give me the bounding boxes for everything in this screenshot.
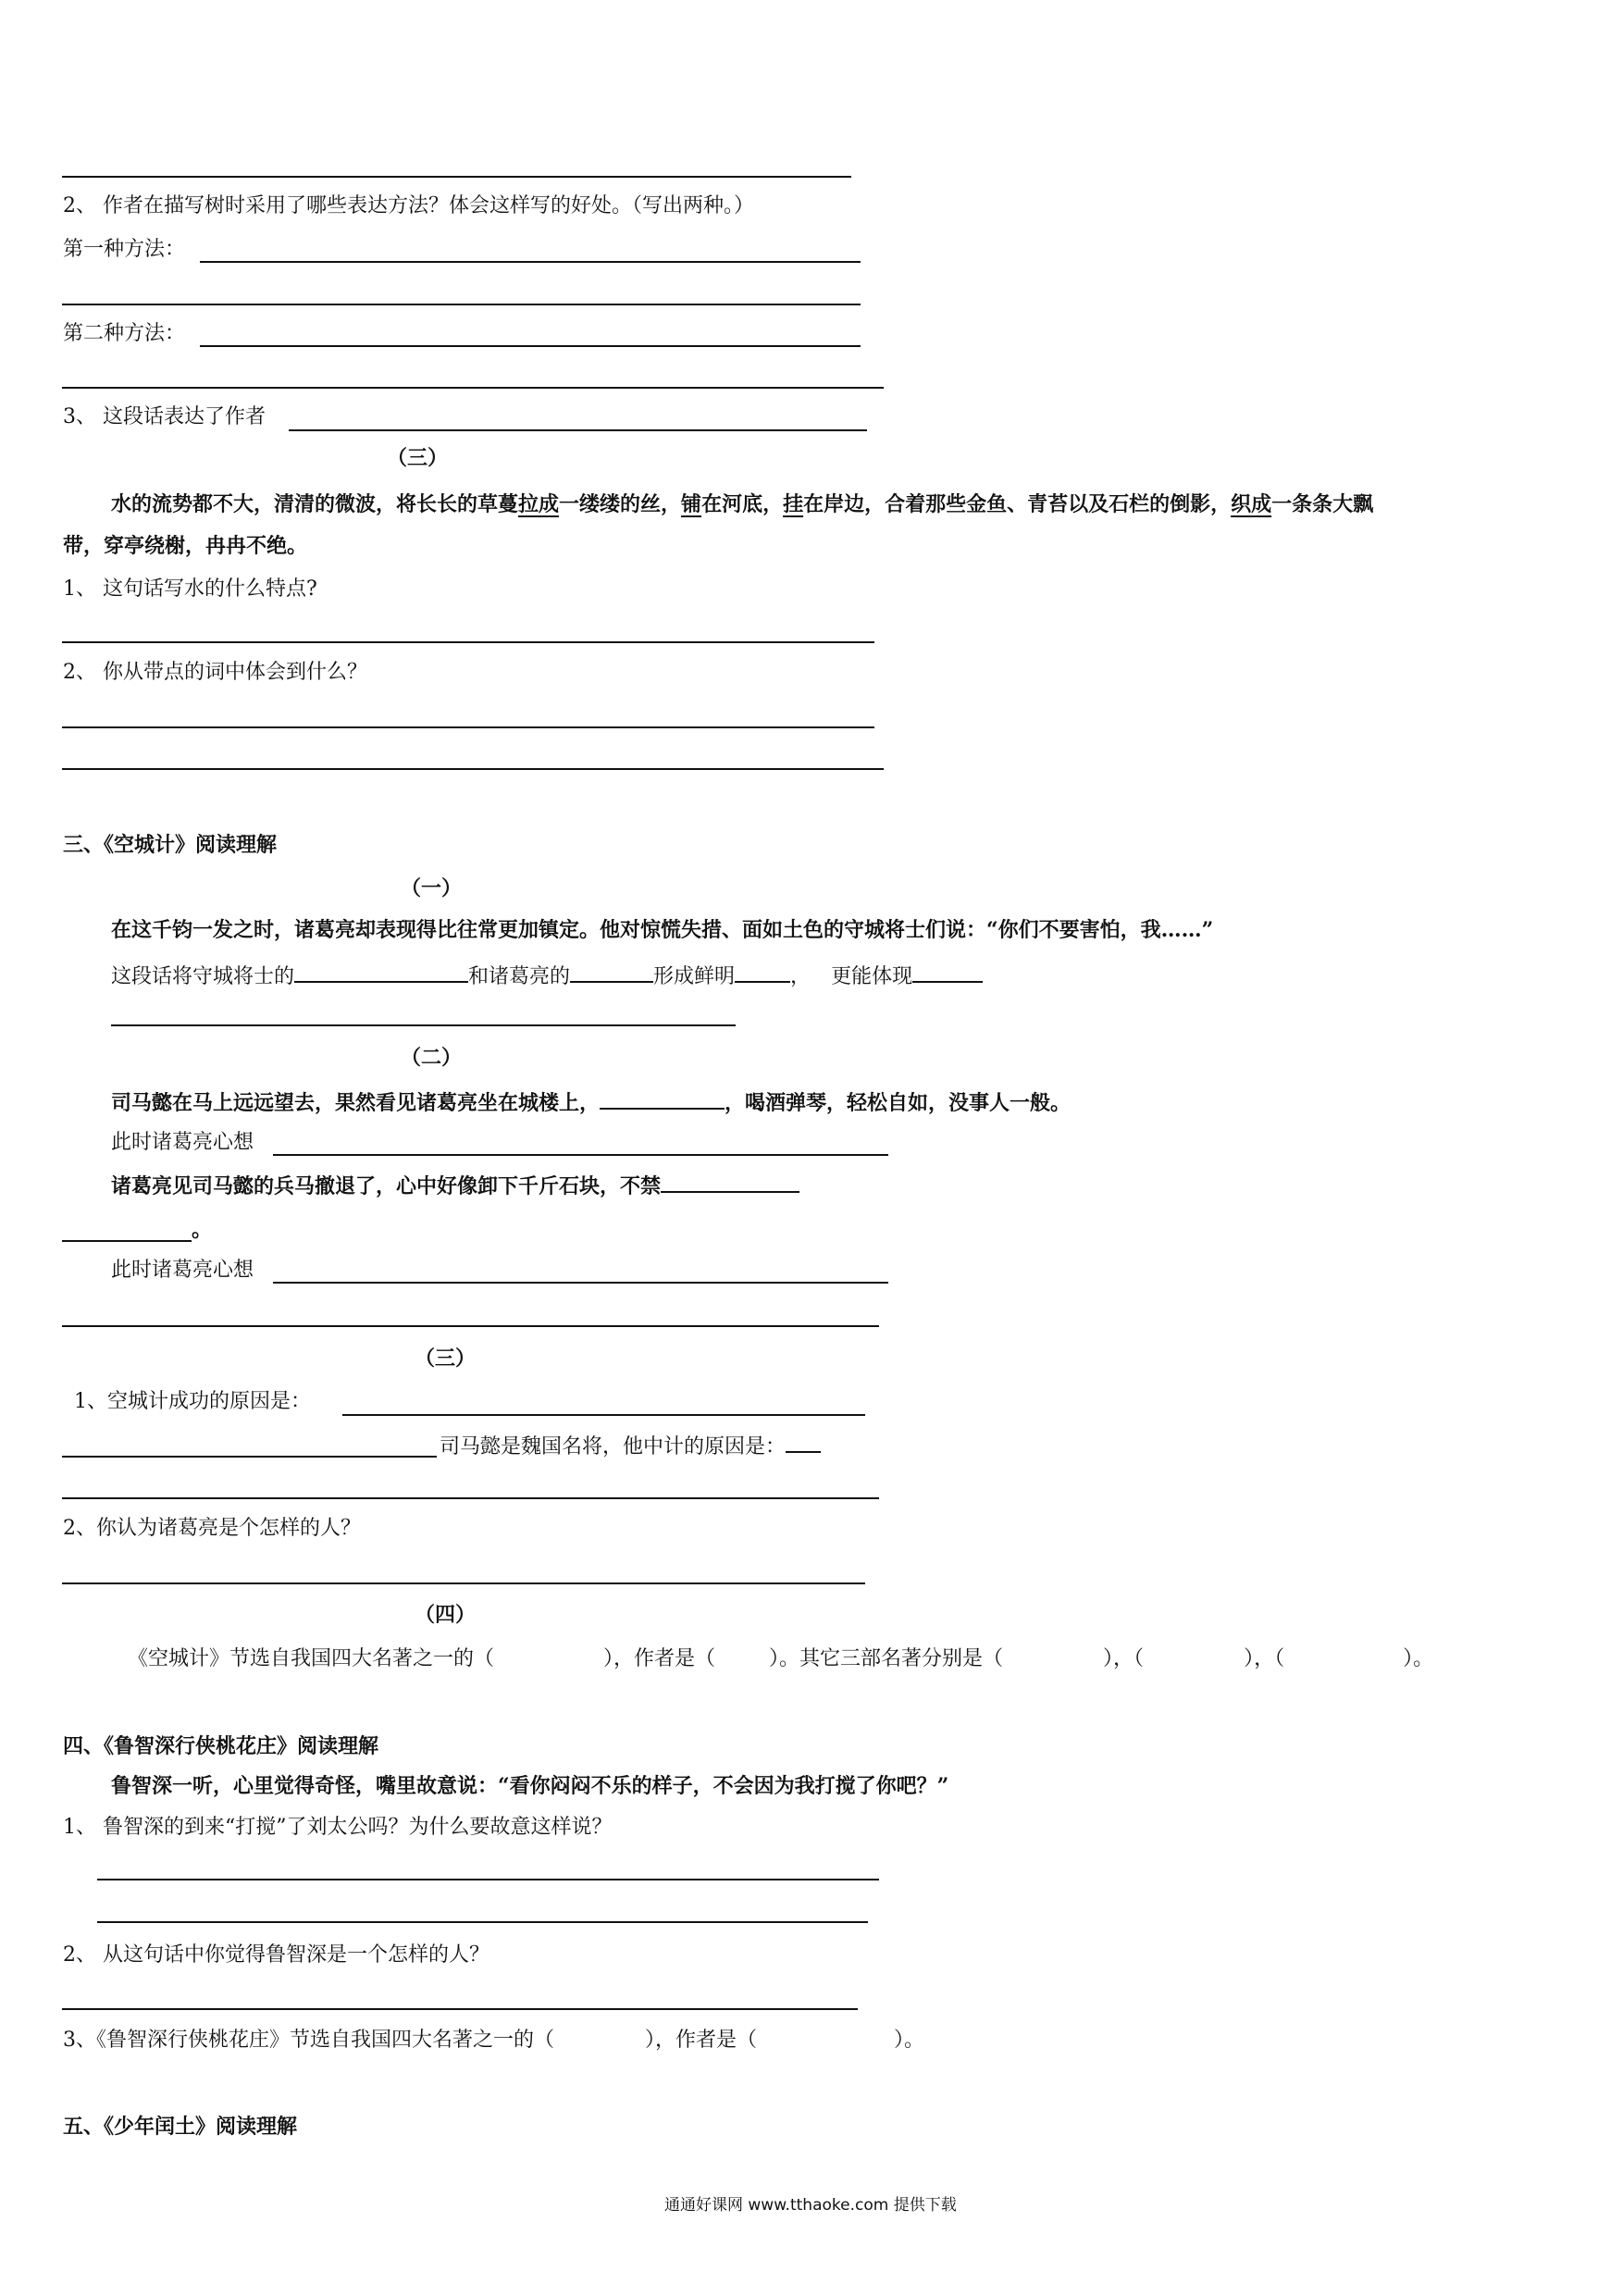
subheading-3: （三） <box>387 446 449 470</box>
think-2-label: 此时诸葛亮心想 <box>111 1259 254 1282</box>
period-mark: 。 <box>192 1218 213 1242</box>
question-lu-2: 2、 从这句话中你觉得鲁智深是一个怎样的人？ <box>63 1943 489 1967</box>
think-1-label: 此时诸葛亮心想 <box>111 1131 254 1154</box>
section-5-title: 五、《少年闰土》阅读理解 <box>63 2115 298 2139</box>
passage-water: 水的流势都不大，清清的微波，将长长的草蔓拉成一缕缕的丝，铺在河底，挂在岸边，合着那些金鱼、青苔以及石栏的倒影，织成一条条大飘 <box>111 492 1374 516</box>
answer-line <box>289 429 867 431</box>
fill-blank[interactable] <box>735 961 790 983</box>
answer-line <box>62 1325 879 1327</box>
underlined-word: 铺 <box>681 492 702 516</box>
answer-line <box>62 1497 879 1499</box>
question-water-2: 2、 你从带点的词中体会到什么？ <box>63 661 367 684</box>
classics-fill: 《空城计》节选自我国四大名著之一的（ ），作者是（ ）。其它三部名著分别是（ ），（ ），（ ）。 <box>128 1647 1434 1670</box>
fill-blank[interactable] <box>661 1171 799 1193</box>
fill-blank[interactable] <box>294 961 468 983</box>
answer-line <box>62 1582 865 1584</box>
passage-3: 诸葛亮见司马懿的兵马撤退了，心中好像卸下千斤石块，不禁 <box>111 1171 799 1200</box>
answer-line <box>62 1456 437 1458</box>
fill-blank[interactable] <box>786 1431 821 1453</box>
section-3-title: 三、《空城计》阅读理解 <box>63 833 278 857</box>
answer-line <box>62 2008 858 2010</box>
underlined-word: 挂 <box>783 492 804 516</box>
underlined-word: 拉成 <box>518 492 560 516</box>
answer-line <box>62 304 861 305</box>
answer-line <box>62 176 851 178</box>
answer-line <box>200 345 861 347</box>
answer-line <box>62 387 884 389</box>
passage-2: 司马懿在马上远远望去，果然看见诸葛亮坐在城楼上， ，喝酒弹琴，轻松自如，没事人一般。 <box>111 1087 1071 1117</box>
section-4-title: 四、《鲁智深行侠桃花庄》阅读理解 <box>63 1734 379 1758</box>
fill-blank[interactable] <box>912 961 983 983</box>
answer-line <box>342 1414 865 1416</box>
passage-1: 在这千钧一发之时，诸葛亮却表现得比往常更加镇定。他对惊慌失措、面如土色的守城将士们说：“你们不要害怕，我……” <box>111 918 1214 942</box>
underlined-word: 织成 <box>1231 492 1272 516</box>
method-2-label: 第二种方法： <box>63 322 186 345</box>
passage-water-line2: 带，穿亭绕榭，冉冉不绝。 <box>63 534 308 558</box>
answer-line <box>62 726 874 728</box>
question-lu-1: 1、 鲁智深的到来“打搅”了刘太公吗？为什么要故意这样说？ <box>63 1816 613 1839</box>
fill-in-1: 这段话将守城将士的 和诸葛亮的 形成鲜明 ， 更能体现 <box>111 961 983 991</box>
answer-line <box>97 1879 879 1880</box>
question-success: 1、空城计成功的原因是： <box>74 1390 311 1413</box>
question-3: 3、 这段话表达了作者 <box>63 405 266 428</box>
answer-line <box>97 1921 868 1923</box>
fill-blank[interactable] <box>600 1087 725 1110</box>
question-zhuge-person: 2、你认为诸葛亮是个怎样的人？ <box>63 1517 361 1540</box>
fill-blank[interactable] <box>570 961 653 983</box>
question-water-1: 1、 这句话写水的什么特点? <box>63 577 317 601</box>
subheading-1: （一） <box>401 876 463 900</box>
question-trap-reason: 司马懿是魏国名将，他中计的原因是： <box>440 1431 821 1461</box>
answer-line <box>62 641 874 643</box>
subheading-2: （二） <box>401 1046 463 1070</box>
answer-line <box>62 768 884 770</box>
answer-line <box>273 1282 888 1284</box>
page-footer: 通通好课网 www.tthaoke.com 提供下载 <box>664 2196 957 2215</box>
answer-line <box>111 1024 736 1026</box>
answer-line <box>273 1154 888 1156</box>
question-2: 2、 作者在描写树时采用了哪些表达方法？体会这样写的好处。（写出两种。） <box>63 194 754 217</box>
subheading-3b: （三） <box>415 1347 477 1371</box>
subheading-4: （四） <box>415 1603 477 1627</box>
passage-lu: 鲁智深一听，心里觉得奇怪，嘴里故意说：“看你闷闷不乐的样子，不会因为我打搅了你吧？” <box>111 1774 949 1798</box>
answer-line <box>62 1240 192 1242</box>
answer-line <box>200 261 861 263</box>
method-1-label: 第一种方法： <box>63 238 186 261</box>
question-lu-3: 3、《鲁智深行侠桃花庄》节选自我国四大名著之一的（ ），作者是（ ）。 <box>63 2029 925 2052</box>
